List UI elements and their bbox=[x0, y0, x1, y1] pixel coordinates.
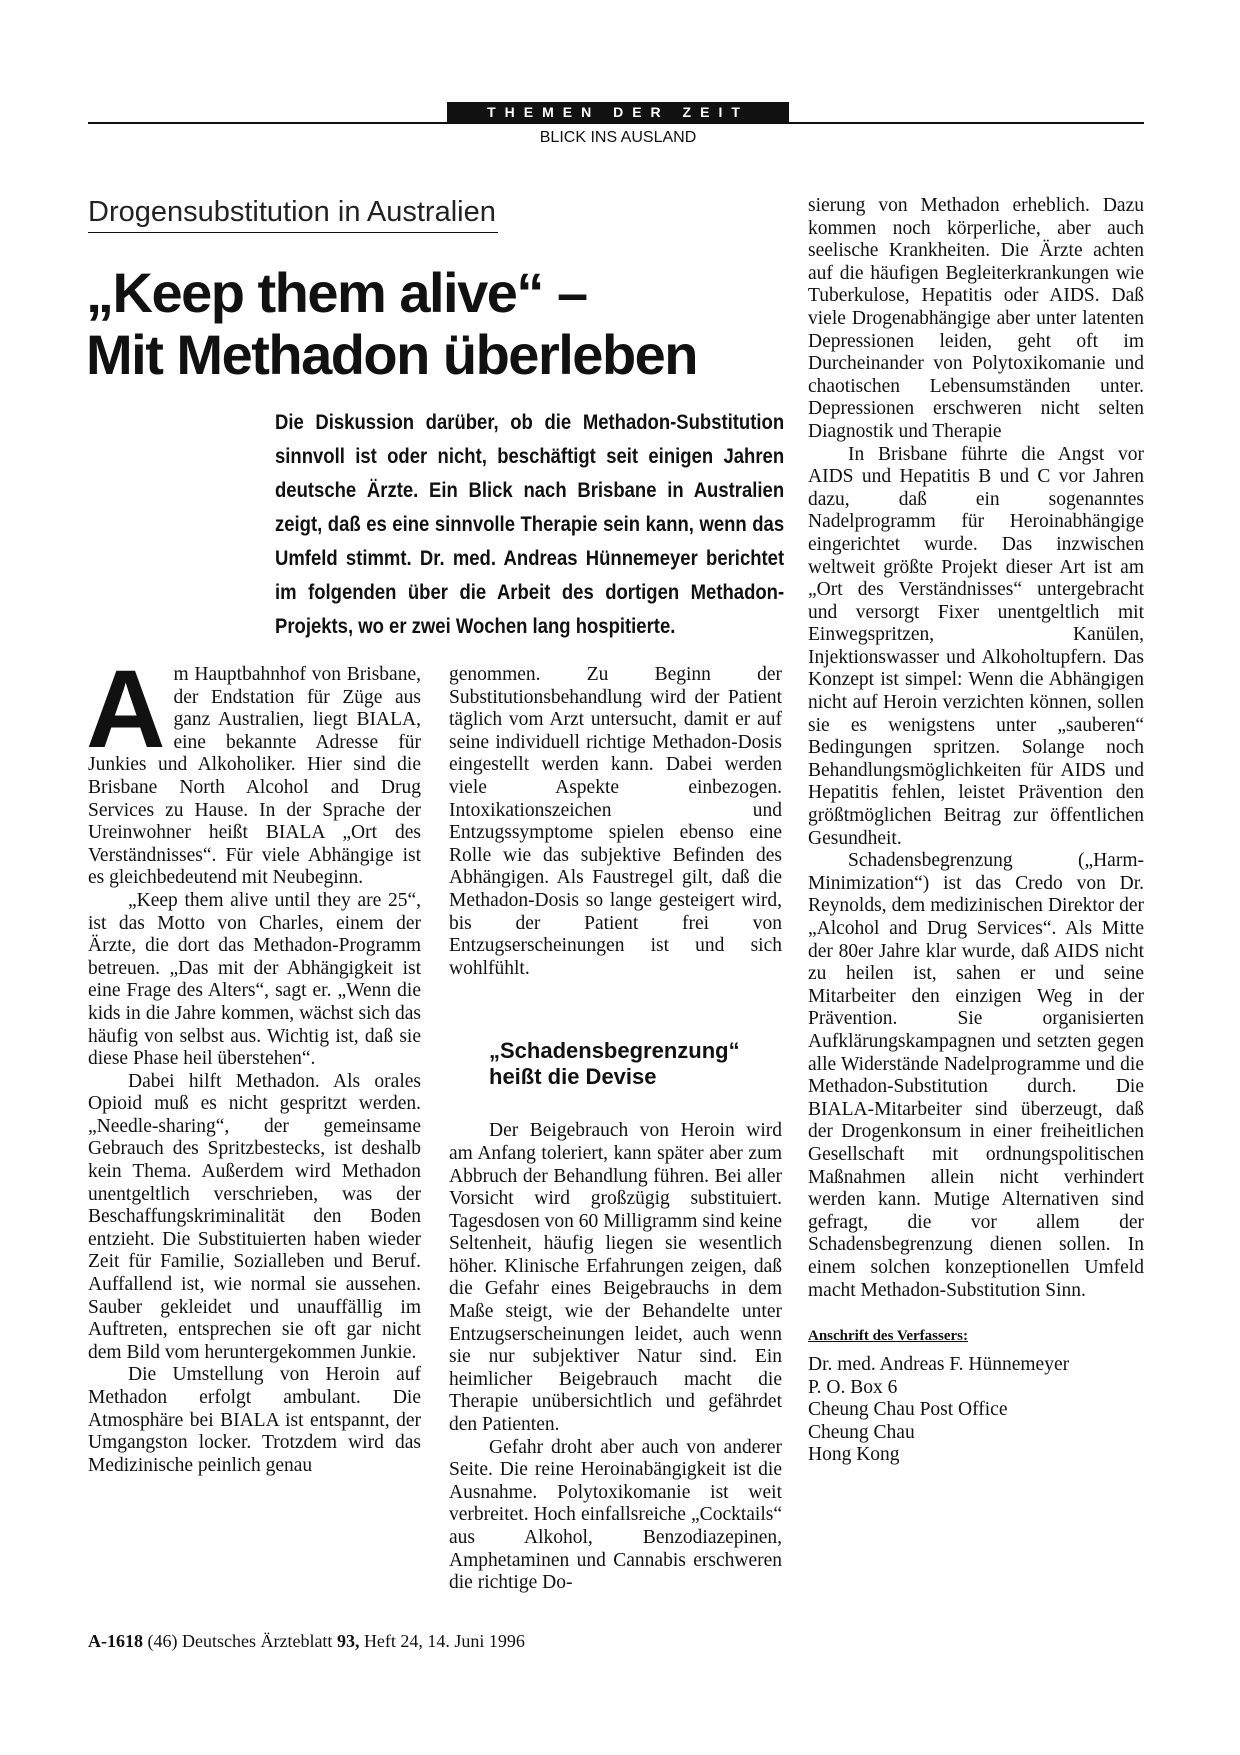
paragraph: Die Umstellung von Heroin auf Methadon erfolgt ambulant. Die Atmosphäre bei BIALA ist entspannt, der Umgangston locker. Trotzdem wird das Medizinische peinlich genau bbox=[88, 1364, 421, 1476]
subheading-line-2: heißt die Devise bbox=[489, 1064, 657, 1090]
paragraph: Schadensbegrenzung („Harm-Minimization“) ist das Credo von Dr. Reynolds, dem medizinischen Direktor der „Alcohol and Drug Services“. Als Mitte der 80er Jahre klar wurde, daß AIDS nicht zu heilen ist, sahen er und seine Mitarbeiter den einzigen Weg in der Prävention. Sie organisierten Aufklärungskampagnen und setzten gegen alle Widerstände Nadelprogramme und die Methadon-Substitution durch. Die BIALA-Mitarbeiter sind überzeugt, daß der Drogenkonsum in einer freiheitlichen Gesellschaft mit ordnungspolitischen Maßnahmen allein nicht verhindert werden kann. Mutige Alternativen sind gefragt, die vor allem der Schadensbegrenzung dienen sollen. In einem solchen konzeptionellen Umfeld macht Methadon-Substitution Sinn. bbox=[808, 850, 1144, 1301]
address-line: P. O. Box 6 bbox=[808, 1376, 898, 1398]
paragraph: genommen. Zu Beginn der Substitutionsbehandlung wird der Patient täglich vom Arzt untersucht, damit er auf seine individuell richtige Methadon-Dosis eingestellt werden kann. Dabei werden viele Aspekte einbezogen. Intoxikationszeichen und Entzugssymptome spielen ebenso eine Rolle wie das subjektive Befinden des Abhängigen. Als Faustregel gilt, daß die Methadon-Dosis so lange gesteigert wird, bis der Patient frei von Entzugserscheinungen ist und sich wohlfühlt. bbox=[449, 664, 782, 979]
text-column-3 bbox=[808, 195, 1144, 1467]
footer-volume: 93, bbox=[336, 1631, 360, 1651]
subsection-label: BLICK INS AUSLAND bbox=[539, 129, 697, 146]
page-number: A-1618 bbox=[88, 1631, 143, 1651]
header-rule bbox=[88, 122, 1144, 124]
text-column-2 bbox=[449, 664, 782, 1595]
paragraph: Gefahr droht aber auch von anderer Seite. Die reine Heroinabängigkeit ist die Ausnahme. Polytoxikomanie ist weit verbreitet. Hoch einfallsreiche „Cocktails“ aus Alkohol, Benzodiazepinen, Amphetaminen und Cannabis erschweren die richtige Do- bbox=[449, 1436, 782, 1594]
footer-publication: (46) Deutsches Ärzteblatt bbox=[147, 1631, 333, 1651]
paragraph: sierung von Methadon erheblich. Dazu kommen noch körperliche, aber auch seelische Krankheiten. Die Ärzte achten auf die häufigen Begleiterkrankungen wie Tuberkulose, Hepatitis oder AIDS. Daß viele Drogenabhängige aber unter latenten Depressionen leiden, geht oft im Durcheinander von Polytoxikomanie und chaotischen Lebensumständen unter. Depressionen erschweren nicht selten Diagnostik und Therapie bbox=[808, 195, 1144, 442]
article-headline bbox=[86, 262, 766, 386]
paragraph: m Hauptbahnhof von Brisbane, der Endstation für Züge aus ganz Australien, liegt BIALA, eine bekannte Adresse für Junkies und Alkoholiker. Hier sind die Brisbane North Alcohol and Drug Services zu Hause. In der Sprache der Ureinwohner heißt BIALA „Ort des Verständnisses“. Für viele Abhängige ist es gleichbedeutend mit Neubeginn. bbox=[88, 664, 421, 889]
paragraph: In Brisbane führte die Angst vor AIDS und Hepatitis B und C vor Jahren dazu, daß ein sogenanntes Nadelprogramm für Heroinabhängige eingerichtet wurde. Das inzwischen weltweit größte Projekt dieser Art ist am „Ort des Verständnisses“ untergebracht und versorgt Fixer unentgeltlich mit Einwegspritzen, Kanülen, Injektionswasser und Alkoholtupfern. Das Konzept ist simpel: Wenn die Abhängigen nicht auf Heroin verzichten können, sollen sie es wenigstens unter „sauberen“ Bedingungen spritzen. Solange noch Behandlungsmöglichkeiten für AIDS und Hepatitis fehlen, leistet Prävention den größtmöglichen Beitrag zur öffentlichen Gesundheit. bbox=[808, 443, 1144, 849]
address-line: Dr. med. Andreas F. Hünnemeyer bbox=[808, 1354, 1070, 1376]
kicker-rule bbox=[88, 232, 498, 233]
article-kicker: Drogensubstitution in Australien bbox=[88, 196, 496, 228]
address-line: Cheung Chau Post Office bbox=[808, 1399, 1008, 1421]
headline-line-2: Mit Methadon überleben bbox=[86, 323, 697, 386]
paragraph: „Keep them alive until they are 25“, ist das Motto von Charles, einem der Ärzte, die dort das Methadon-Programm betreuen. „Das mit der Abhängigkeit ist eine Frage des Alters“, sagt er. „Wenn die kids in die Jahre kommen, wächst sich das häufig von selbst aus. Wichtig ist, daß sie diese Phase heil überstehen“. bbox=[88, 889, 421, 1070]
article-lead: Die Diskussion darüber, ob die Methadon-Substitution sinnvoll ist oder nicht, beschäftigt seit einigen Jahren deutsche Ärzte. Ein Blick nach Brisbane in Australien zeigt, daß es eine sinnvolle Therapie sein kann, wenn das Umfeld stimmt. Dr. med. Andreas Hünnemeyer berichtet im folgenden über die Arbeit des dortigen Methadon-Projekts, wo er zwei Wochen lang hospitierte. bbox=[275, 410, 785, 638]
paragraph: Der Beigebrauch von Heroin wird am Anfang toleriert, kann später aber zum Abbruch der Behandlung führen. Bei aller Vorsicht wird großzügig substituiert. Tagesdosen von 60 Milligramm sind keine Seltenheit, häufig liegen sie wesentlich höher. Klinische Erfahrungen zeigen, daß die Gefahr eines Beigebrauchs in dem Maße steigt, wie der Behandelte unter Entzugserscheinungen leidet, auch wenn sie nur subjektiver Natur sind. Ein heimlicher Beigebrauch macht die Therapie unübersichtlich und gefährdet den Patienten. bbox=[449, 1120, 782, 1436]
address-line: Cheung Chau bbox=[808, 1421, 915, 1443]
page-footer bbox=[88, 1630, 525, 1652]
paragraph: Dabei hilft Methadon. Als orales Opioid muß es nicht gespritzt werden. „Needle-sharing“, der gemeinsame Gebrauch des Spritzbestecks, ist deshalb kein Thema. Außerdem wird Methadon unentgeltlich verschrieben, was der Beschaffungskriminalität den Boden entzieht. Die Substituierten haben wieder Zeit für Familie, Sozialleben und Beruf. Auffallend ist, wie normal sie aussehen. Sauber gekleidet und unauffällig im Auftreten, entsprechen sie oft gar nicht dem Bild vom heruntergekommen Junkie. bbox=[88, 1070, 421, 1363]
headline-line-1: „Keep them alive“ – bbox=[86, 261, 587, 324]
section-label: THEMEN DER ZEIT bbox=[447, 102, 789, 122]
address-line: Hong Kong bbox=[808, 1444, 900, 1466]
text-column-1 bbox=[86, 648, 421, 1477]
subheading-line-1: „Schadensbegrenzung“ bbox=[489, 1038, 740, 1064]
subheading bbox=[449, 1038, 782, 1090]
author-address bbox=[808, 1354, 1144, 1467]
drop-cap: A bbox=[86, 648, 166, 771]
footer-issue: Heft 24, 14. Juni 1996 bbox=[363, 1631, 525, 1651]
address-title: Anschrift des Verfassers: bbox=[808, 1328, 968, 1345]
